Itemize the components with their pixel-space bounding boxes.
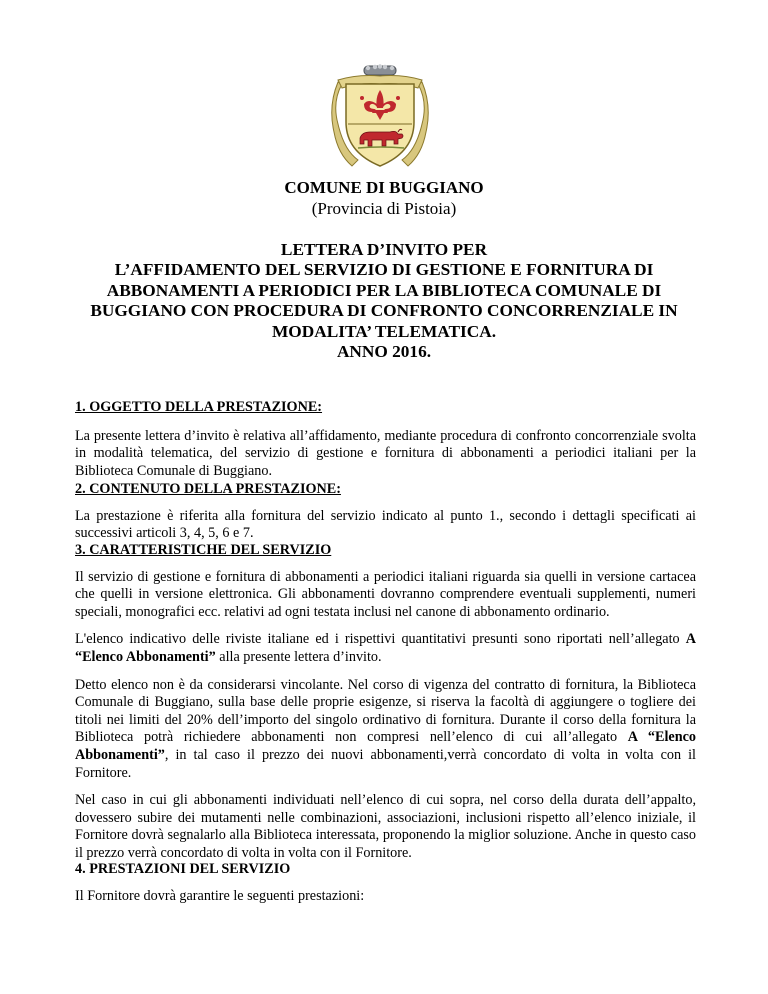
title-line: ANNO 2016. bbox=[336, 342, 432, 362]
section-paragraph bbox=[75, 631, 696, 666]
municipality-name: COMUNE DI BUGGIANO bbox=[284, 178, 484, 197]
municipal-crest-image bbox=[328, 62, 432, 172]
section-heading: 2. CONTENUTO DELLA PRESTAZIONE: bbox=[75, 481, 341, 497]
title-line: ABBONAMENTI A PERIODICI PER LA BIBLIOTECA COMUNALE DI bbox=[106, 280, 662, 300]
province-name: (Provincia di Pistoia) bbox=[311, 199, 457, 218]
title-line: MODALITA’ TELEMATICA. bbox=[271, 321, 497, 341]
paragraph-text: alla presente lettera d’invito. bbox=[215, 648, 382, 665]
section-paragraph bbox=[75, 677, 696, 783]
section-paragraph: La presente lettera d’invito è relativa all’affidamento, mediante procedura di confronto concorrenziale svolta in modalità telematica, del servizio di gestione e fornitura di abbonamenti a periodici italiani per la Biblioteca Comunale di Buggiano. bbox=[75, 427, 696, 479]
section-oggetto bbox=[75, 399, 696, 480]
attachment-reference: A “Elenco Abbonamenti” bbox=[75, 729, 696, 763]
title-line: LETTERA D’INVITO PER bbox=[280, 240, 488, 259]
section-paragraph: La prestazione è riferita alla fornitura del servizio indicato al punto 1., secondo i dettagli specificati ai successivi articoli 3, 4, 5, 6 e 7. bbox=[75, 507, 696, 542]
attachment-reference: A “Elenco Abbonamenti” bbox=[75, 631, 696, 665]
paragraph-text: , in tal caso il prezzo dei nuovi abbonamenti,verrà concordato di volta in volta con il Fornitore. bbox=[75, 746, 696, 781]
section-heading: 1. OGGETTO DELLA PRESTAZIONE: bbox=[75, 399, 323, 415]
crown-icon bbox=[364, 64, 396, 75]
title-line: L’AFFIDAMENTO DEL SERVIZIO DI GESTIONE E FORNITURA DI bbox=[114, 260, 654, 280]
section-paragraph: Nel caso in cui gli abbonamenti individuati nell’elenco di cui sopra, nel corso della durata dell’appalto, dovessero subire dei mutamenti nelle combinazioni, associazioni, inclusioni rispetto all’elenco iniziale, il Fornitore dovrà segnalarlo alla Biblioteca interessata, proponendo la miglior soluzione. Anche in questo caso il prezzo verrà concordato di volta in volta con il Fornitore. bbox=[75, 792, 696, 861]
section-paragraph: Il servizio di gestione e fornitura di abbonamenti a periodici italiani riguarda sia quelli in versione cartacea che quelli in versione elettronica. Gli abbonamenti dovranno comprendere eventuali supplementi, numeri speciali, monografici ecc. relativi ad ogni testata inclusi nel canone di abbonamento ordinario. bbox=[75, 568, 696, 620]
section-paragraph: Il Fornitore dovrà garantire le seguenti prestazioni: bbox=[75, 887, 365, 904]
paragraph-text: L'elenco indicativo delle riviste italiane ed i rispettivi quantitativi presunti sono riportati nell’allegato bbox=[75, 631, 686, 648]
section-caratteristiche bbox=[75, 542, 696, 863]
section-prestazioni bbox=[75, 861, 696, 905]
title-line: BUGGIANO CON PROCEDURA DI CONFRONTO CONCORRENZIALE IN bbox=[90, 301, 678, 321]
document-title bbox=[40, 240, 728, 362]
paragraph-text: Detto elenco non è da considerarsi vincolante. Nel corso di vigenza del contratto di fornitura, la Biblioteca Comunale di Buggiano, sulla base delle proprie esigenze, si riserva la facoltà di aggiungere o togliere dei titoli nei limiti del 20% dell’importo del singolo ordinativo di fornitura. Durante il corso della fornitura la Biblioteca potrà richiedere abbonamenti non compresi nell’elenco di cui all’allegato bbox=[75, 676, 696, 746]
section-contenuto bbox=[75, 481, 696, 543]
section-heading: 3. CARATTERISTICHE DEL SERVIZIO bbox=[75, 542, 332, 558]
section-heading: 4. PRESTAZIONI DEL SERVIZIO bbox=[75, 861, 291, 877]
